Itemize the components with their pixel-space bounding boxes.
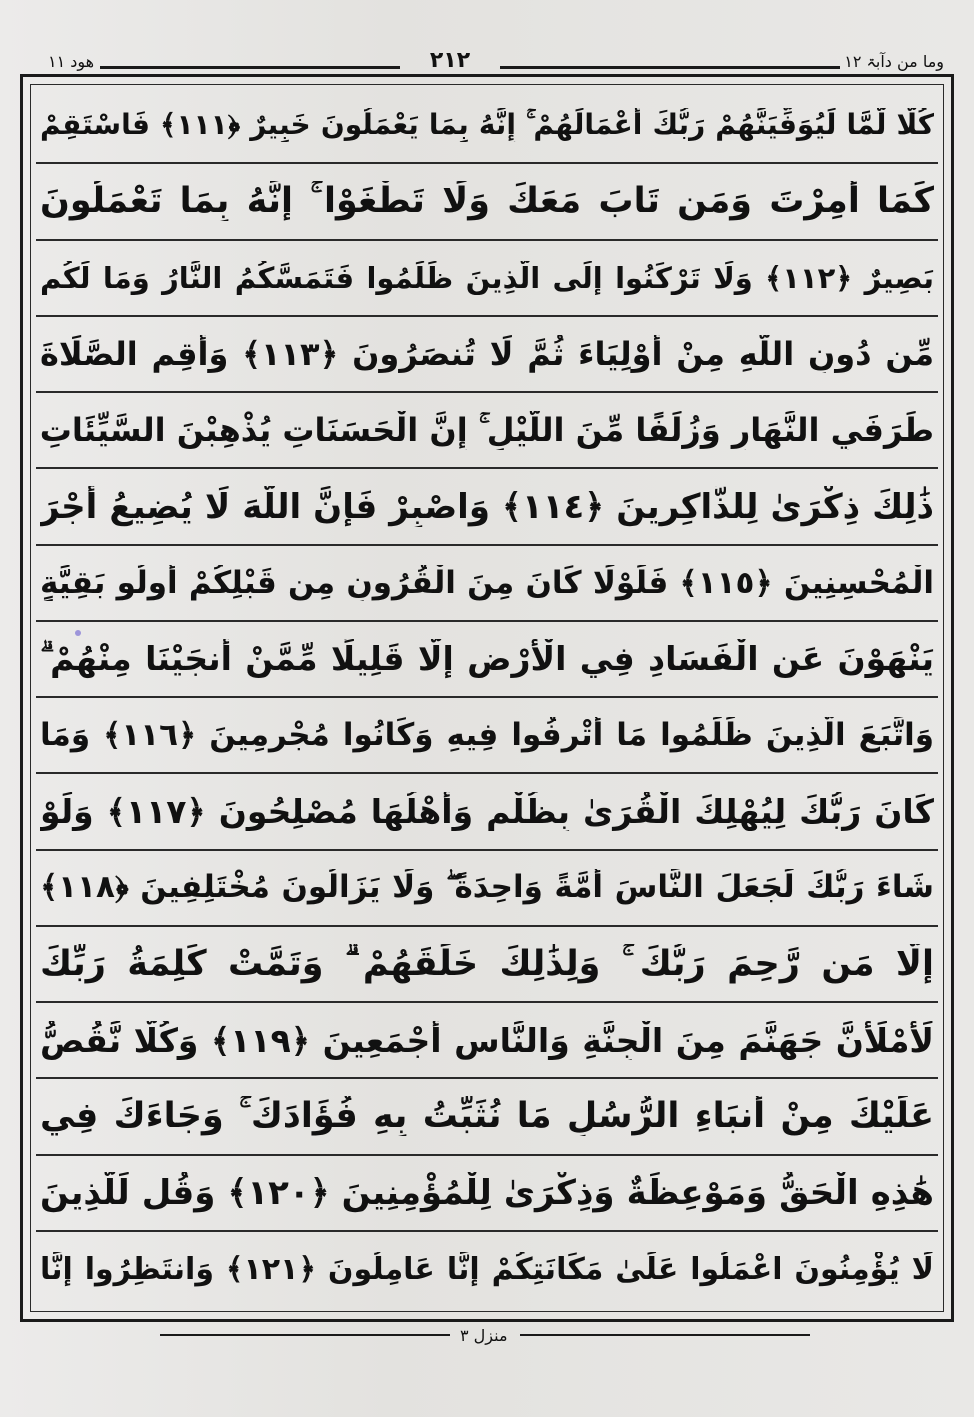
- verse-text-block: [36, 88, 938, 1308]
- ink-stain: [75, 630, 81, 636]
- verse-line: [36, 698, 938, 774]
- header-rule-left: [100, 66, 400, 69]
- para-label: وما من دآبۃ ١٢: [844, 52, 944, 71]
- verse-line-text: كَمَا أُمِرْتَ وَمَن تَابَ مَعَكَ وَلَا تَطْغَوْا ۚ إِنَّهُ بِمَا تَعْمَلُونَ: [40, 181, 934, 222]
- verse-line-text: إِلَّا مَن رَّحِمَ رَبُّكَ ۚ وَلِذَٰلِكَ خَلَقَهُمْ ۗ وَتَمَّتْ كَلِمَةُ رَبِّكَ: [40, 943, 934, 984]
- page-number: ٢١٢: [429, 48, 471, 73]
- verse-line-text: لَأَمْلَأَنَّ جَهَنَّمَ مِنَ الْجِنَّةِ وَالنَّاسِ أَجْمَعِينَ ﴿١١٩﴾ وَكُلًّا نَّقُصُّ: [40, 1020, 934, 1060]
- verse-line-text: الْمُحْسِنِينَ ﴿١١٥﴾ فَلَوْلَا كَانَ مِنَ الْقُرُونِ مِن قَبْلِكُمْ أُولُو بَقِيَّةٍ: [40, 564, 934, 601]
- verse-line-text: لَا يُؤْمِنُونَ اعْمَلُوا عَلَىٰ مَكَانَتِكُمْ إِنَّا عَامِلُونَ ﴿١٢١﴾ وَانتَظِرُوا إِنَّا: [40, 1252, 934, 1288]
- verse-line-text: طَرَفَيِ النَّهَارِ وَزُلَفًا مِّنَ اللَّيْلِ ۚ إِنَّ الْحَسَنَاتِ يُذْهِبْنَ السَّيِّئَاتِ: [40, 410, 934, 449]
- verse-line-text: مِّن دُونِ اللَّهِ مِنْ أَوْلِيَاءَ ثُمَّ لَا تُنصَرُونَ ﴿١١٣﴾ وَأَقِمِ الصَّلَاةَ: [40, 334, 934, 373]
- footer-rule-right: [520, 1334, 810, 1336]
- verse-line: [36, 469, 938, 545]
- verse-line: [36, 393, 938, 469]
- verse-line-text: عَلَيْكَ مِنْ أَنبَاءِ الرُّسُلِ مَا نُثَبِّتُ بِهِ فُؤَادَكَ ۚ وَجَاءَكَ فِي: [40, 1096, 934, 1137]
- verse-line-text: بَصِيرٌ ﴿١١٢﴾ وَلَا تَرْكَنُوا إِلَى الَّذِينَ ظَلَمُوا فَتَمَسَّكُمُ النَّارُ وَمَا لَكُم: [40, 260, 934, 295]
- verse-line-text: ذَٰلِكَ ذِكْرَىٰ لِلذَّاكِرِينَ ﴿١١٤﴾ وَاصْبِرْ فَإِنَّ اللَّهَ لَا يُضِيعُ أَجْرَ: [40, 486, 934, 527]
- verse-line: [36, 622, 938, 698]
- verse-line: [36, 1079, 938, 1155]
- verse-line: [36, 164, 938, 240]
- verse-line-text: يَنْهَوْنَ عَنِ الْفَسَادِ فِي الْأَرْضِ إِلَّا قَلِيلًا مِّمَّنْ أَنجَيْنَا مِنْهُمْ ۗ: [40, 638, 934, 678]
- footer-rule-left: [160, 1334, 450, 1336]
- header-rule-right: [500, 66, 840, 69]
- verse-line: [36, 927, 938, 1003]
- verse-line-text: هَٰذِهِ الْحَقُّ وَمَوْعِظَةٌ وَذِكْرَىٰ لِلْمُؤْمِنِينَ ﴿١٢٠﴾ وَقُل لِّلَّذِينَ: [40, 1173, 934, 1214]
- verse-line: [36, 1232, 938, 1308]
- verse-line: [36, 1003, 938, 1079]
- manzil-label: منزل ٣: [460, 1326, 508, 1345]
- verse-line-text: شَاءَ رَبُّكَ لَجَعَلَ النَّاسَ أُمَّةً وَاحِدَةً ۖ وَلَا يَزَالُونَ مُخْتَلِفِينَ ﴿١١٨﴾: [40, 869, 934, 906]
- page-footer: [20, 1326, 954, 1350]
- verse-line: [36, 546, 938, 622]
- verse-line-text: كُلًّا لَّمَّا لَيُوَفِّيَنَّهُمْ رَبُّكَ أَعْمَالَهُمْ ۚ إِنَّهُ بِمَا يَعْمَلُونَ خَبِيرٌ ﴿١١١﴾ فَاسْتَقِمْ: [40, 108, 934, 142]
- verse-line-text: كَانَ رَبُّكَ لِيُهْلِكَ الْقُرَىٰ بِظُلْمٍ وَأَهْلُهَا مُصْلِحُونَ ﴿١١٧﴾ وَلَوْ: [40, 791, 934, 831]
- verse-line: [36, 774, 938, 850]
- page-header: [20, 48, 954, 74]
- verse-line: [36, 241, 938, 317]
- verse-line: [36, 851, 938, 927]
- verse-line: [36, 317, 938, 393]
- surah-label: هود ١١: [48, 52, 95, 71]
- verse-line-text: وَاتَّبَعَ الَّذِينَ ظَلَمُوا مَا أُتْرِفُوا فِيهِ وَكَانُوا مُجْرِمِينَ ﴿١١٦﴾ وَمَا: [40, 717, 934, 754]
- verse-line: [36, 1156, 938, 1232]
- verse-line: [36, 88, 938, 164]
